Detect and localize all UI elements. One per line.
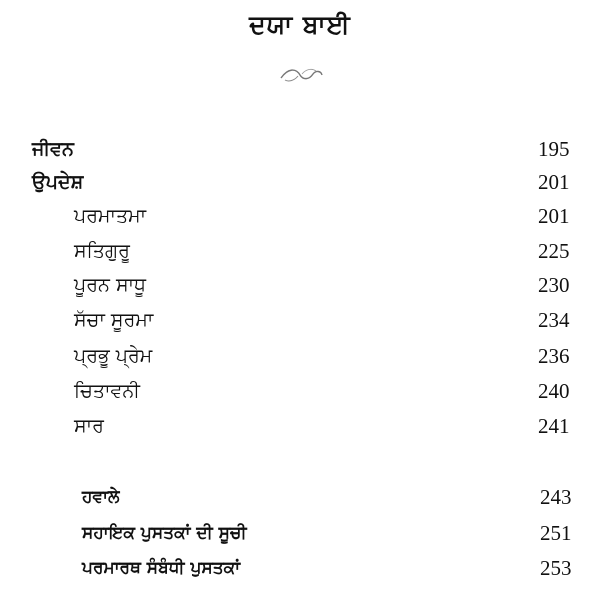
toc-entry-label: ਉਪਦੇਸ਼ <box>32 171 84 193</box>
swash-ornament-icon <box>278 64 324 86</box>
toc-entry-label: ਪਰਮਾਰਥ ਸੰਬੰਧੀ ਪੁਸਤਕਾਂ <box>82 558 241 578</box>
toc-entry-label: ਚਿਤਾਵਨੀ <box>74 380 141 402</box>
toc-entry-havale[interactable] <box>0 482 600 512</box>
toc-entry-prabhu-prem[interactable] <box>0 341 600 371</box>
toc-entry-parmatma[interactable] <box>0 201 600 231</box>
toc-entry-parmarath-pustakan[interactable] <box>0 553 600 583</box>
toc-entry-label: ਪਰਮਾਤਮਾ <box>74 205 147 227</box>
toc-entry-label: ਸਤਿਗੁਰੂ <box>74 240 130 262</box>
toc-entry-label: ਸਹਾਇਕ ਪੁਸਤਕਾਂ ਦੀ ਸੂਚੀ <box>82 523 247 543</box>
toc-entry-label: ਜੀਵਨ <box>32 138 74 160</box>
toc-page-number: 236 <box>538 344 570 368</box>
toc-entry-saar[interactable] <box>0 411 600 441</box>
toc-page-number: 201 <box>538 170 570 194</box>
toc-entry-satguru[interactable] <box>0 236 600 266</box>
toc-entry-label: ਪ੍ਰਭੂ ਪ੍ਰੇਮ <box>74 345 153 367</box>
toc-page-number: 225 <box>538 239 570 263</box>
toc-page-number: 230 <box>538 273 570 297</box>
toc-entry-label: ਹਵਾਲੇ <box>82 487 120 507</box>
toc-page-number: 241 <box>538 414 570 438</box>
toc-entry-label: ਪੂਰਨ ਸਾਧੂ <box>74 274 147 296</box>
toc-page-number: 240 <box>538 379 570 403</box>
toc-page-number: 253 <box>540 556 572 580</box>
toc-entry-jeevan[interactable] <box>0 134 600 164</box>
toc-entry-label: ਸਾਰ <box>74 415 104 437</box>
toc-page-number: 251 <box>540 521 572 545</box>
toc-entry-label: ਸੱਚਾ ਸੂਰਮਾ <box>74 309 154 331</box>
toc-page-number: 243 <box>540 485 572 509</box>
toc-entry-sahayak-pustakan[interactable] <box>0 518 600 548</box>
toc-page-number: 234 <box>538 308 570 332</box>
page-title: ਦਯਾ ਬਾਈ <box>249 10 351 39</box>
toc-entry-pooran-sadhu[interactable] <box>0 270 600 300</box>
toc-entry-chitavni[interactable] <box>0 376 600 406</box>
toc-page-number: 195 <box>538 137 570 161</box>
toc-entry-updesh[interactable] <box>0 167 600 197</box>
toc-entry-sacha-soorma[interactable] <box>0 305 600 335</box>
toc-page-number: 201 <box>538 204 570 228</box>
